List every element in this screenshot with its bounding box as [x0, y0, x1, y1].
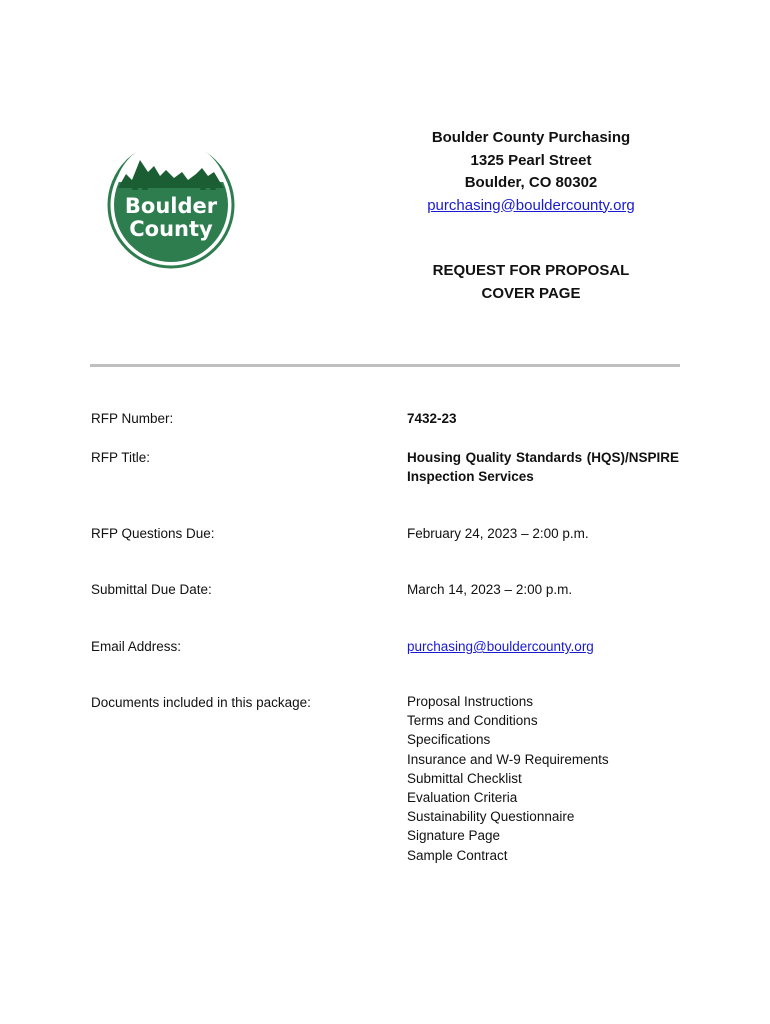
- list-item: Submittal Checklist: [407, 770, 522, 786]
- rfp-title-label: RFP Title:: [91, 450, 151, 465]
- email-address-label: Email Address:: [91, 639, 182, 654]
- list-item: Terms and Conditions: [407, 713, 538, 729]
- document-title: [400, 259, 662, 305]
- org-name: Boulder County Purchasing: [431, 129, 631, 146]
- email-address-link[interactable]: purchasing@bouldercounty.org: [407, 639, 594, 654]
- title-line-1: REQUEST FOR PROPOSAL: [432, 262, 630, 279]
- list-item: Insurance and W-9 Requirements: [407, 751, 609, 767]
- documents-list: [407, 692, 609, 865]
- logo-text-line2: County: [129, 217, 213, 241]
- header-email-link[interactable]: purchasing@bouldercounty.org: [427, 196, 635, 214]
- submittal-due-value: March 14, 2023 – 2:00 p.m.: [407, 582, 573, 597]
- rfp-title-value: Housing Quality Standards (HQS)/NSPIRE Inspection Services: [407, 450, 679, 484]
- title-line-2: COVER PAGE: [481, 285, 581, 302]
- rfp-number-label: RFP Number:: [91, 411, 174, 426]
- city-state-zip: Boulder, CO 80302: [464, 174, 598, 191]
- list-item: Specifications: [407, 732, 491, 748]
- questions-due-label: RFP Questions Due:: [91, 526, 215, 541]
- horizontal-divider: [90, 364, 680, 367]
- rfp-number-value: 7432-23: [407, 411, 457, 426]
- list-item: Evaluation Criteria: [407, 790, 518, 806]
- documents-label: Documents included in this package:: [91, 695, 311, 710]
- list-item: Sustainability Questionnaire: [407, 809, 575, 825]
- boulder-county-logo: [96, 130, 246, 280]
- submittal-due-label: Submittal Due Date:: [91, 582, 212, 597]
- questions-due-value: February 24, 2023 – 2:00 p.m.: [407, 526, 589, 541]
- header-address: [400, 127, 662, 217]
- street-address: 1325 Pearl Street: [470, 151, 592, 169]
- logo-text-line1: Boulder: [124, 194, 218, 218]
- list-item: Proposal Instructions: [407, 694, 534, 709]
- list-item: Sample Contract: [407, 847, 508, 863]
- list-item: Signature Page: [407, 828, 501, 844]
